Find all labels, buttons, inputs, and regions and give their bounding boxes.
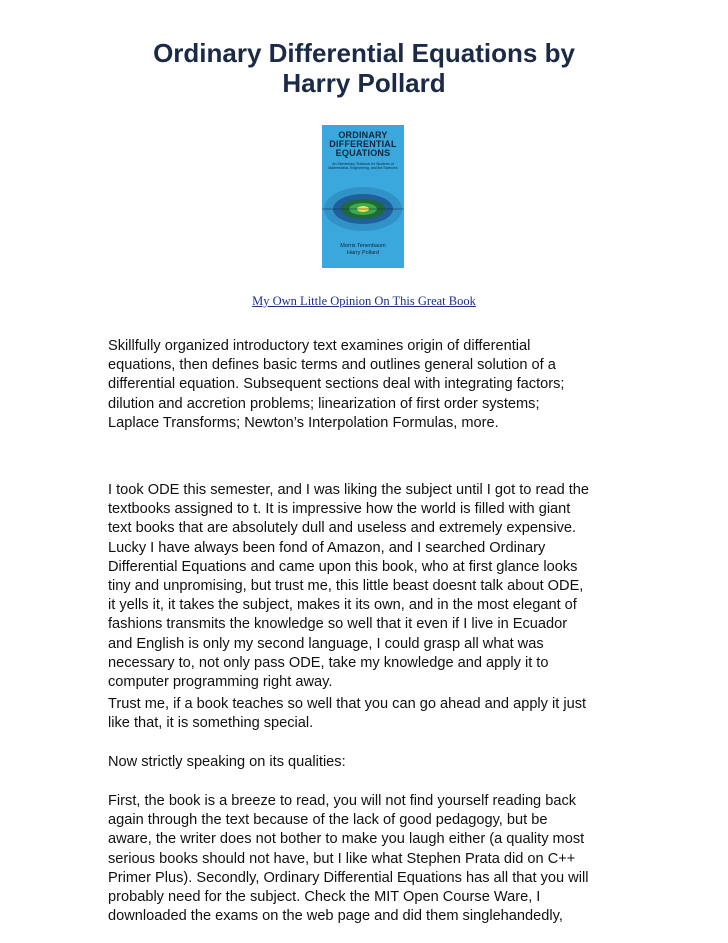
cover-subtitle: An Elementary Textbook for Students of Mathematics, Engineering, and the Sciences	[328, 162, 398, 170]
paragraph-first: First, the book is a breeze to read, you will not find yourself reading back again through the text because of the lack of good pedagogy, but be aware, the writer does not bother to make you laugh either (a quality most serious books should not have, but I like what Stephen Prata did on C++ Primer Plus). Secondly, Ordinary Differential Equations has all that you will probably need for the subject. Check the MIT Open Course Ware, I downloaded the exams on the web page and did them singlehandedly,	[108, 793, 589, 925]
paragraph-review: I took ODE this semester, and I was liking the subject until I got to read the textbooks assigned to t. It is impressive how the world is filled with giant text books that are absolutely dull and useless and extremely expensive. Lucky I have always been fond of Amazon, and I searched Ordinary Differential Equations and came upon this book, who at first glance looks tiny and unpromising, but trust me, this little beast doesnt talk about ODE, it yells it, it takes the subject, makes it its own, and in the most elegant of fashions transmits the knowledge so well that it even if I live in Ecuador and English is only my second language, I could grasp all what was necessary to, not only pass ODE, take my knowledge and apply it to computer programming right away.	[108, 482, 590, 691]
cover-illustration	[322, 183, 404, 235]
paragraph-qualities: Now strictly speaking on its qualities:	[108, 754, 346, 770]
cover-title: ORDINARY DIFFERENTIAL EQUATIONS	[329, 130, 397, 158]
page-title: Ordinary Differential Equations by Harry Pollard	[153, 38, 575, 98]
paragraph-trust: Trust me, if a book teaches so well that you can go ahead and apply it just like that, it is something special.	[108, 696, 587, 732]
opinion-link[interactable]: My Own Little Opinion On This Great Book	[252, 294, 476, 308]
cover-authors: Morris Tenenbaum Harry Pollard	[340, 243, 386, 256]
book-cover-image	[322, 125, 404, 268]
paragraph-description: Skillfully organized introductory text examines origin of differential equations, then defines basic terms and outlines general solution of a differential equation. Subsequent sections deal with integrating factors; dilution and accretion problems; linearization of first order systems; Laplace Transforms; Newton’s Interpolation Formulas, more.	[108, 338, 565, 431]
